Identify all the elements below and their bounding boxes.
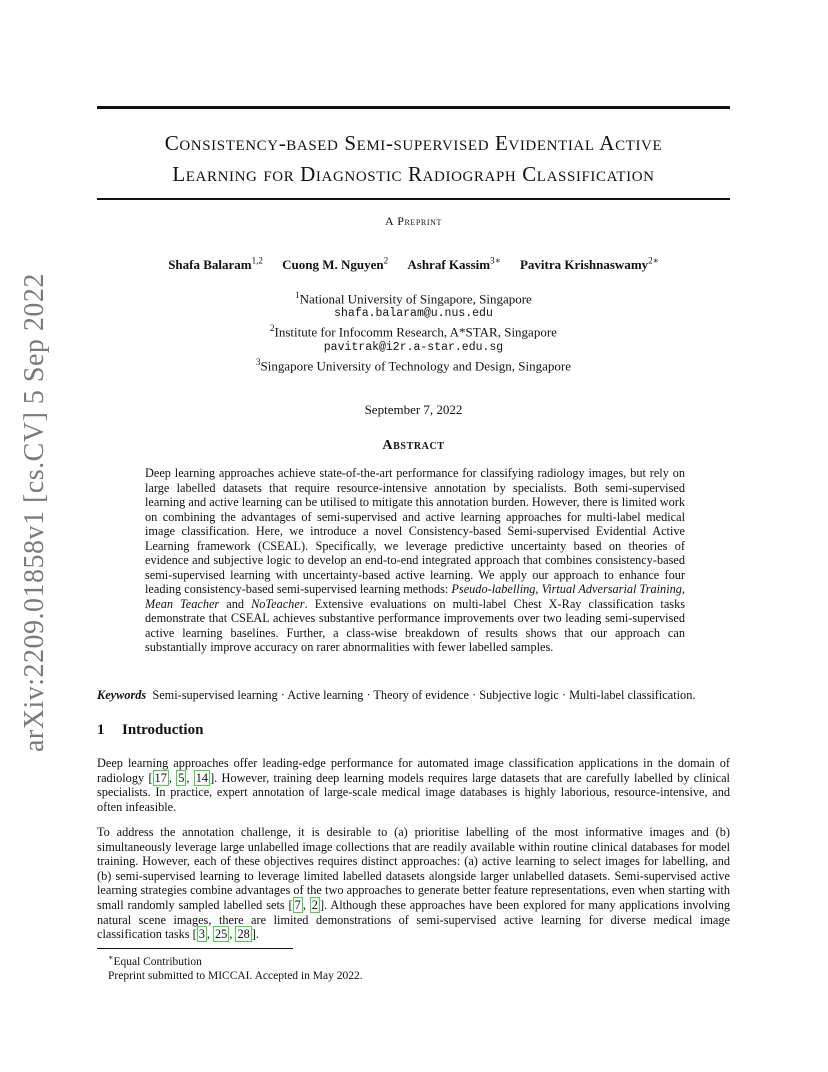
author-list: [97, 256, 730, 273]
keywords: [97, 688, 737, 703]
author: Pavitra Krishnaswamy$^{2∗}$: [519, 256, 659, 273]
affiliation-1: $^1$National University of Singapore, Singapore: [295, 290, 532, 307]
citation-link[interactable]: 7: [294, 897, 301, 912]
citation-link[interactable]: 2: [311, 897, 318, 912]
section-heading-introduction: 1 Introduction: [97, 722, 204, 738]
citation-link[interactable]: 14: [195, 770, 209, 785]
author: Shafa Balaram$^{1,2}$: [168, 256, 263, 273]
title-top-rule: [97, 106, 730, 109]
affiliation-2: $^2$Institute for Infocomm Research, A*STAR, Singapore: [270, 323, 557, 340]
footnote-rule: [97, 948, 293, 949]
footnote-equal-contribution: ∗Equal Contribution: [108, 953, 202, 968]
author: Ashraf Kassim$^{3∗}$: [407, 256, 501, 273]
email-2[interactable]: pavitrak@i2r.a-star.edu.sg: [323, 340, 504, 354]
keywords-text: Semi-supervised learning · Active learning · Theory of evidence · Subjective logic · Multi-label classification.: [152, 688, 696, 702]
paper-title: [97, 128, 730, 190]
preprint-label: A Preprint: [384, 214, 442, 228]
abstract-body: Deep learning approaches achieve state-of-the-art performance for classifying radiology images, but rely on large labelled datasets that require resource-intensive annotation by specialists. Both semi-supervised learning and active learning can be utilised to mitigate this annotation burden. However, there is limited work on combining the advantages of semi-supervised and active learning approaches for multi-label medical image classification. Here, we introduce a novel Consistency-based Semi-supervised Evidential Active Learning framework (CSEAL). Specifically, we leverage predictive uncertainty based on theories of evidence and subjective logic to develop an end-to-end integrated approach that combines consistency-based semi-supervised learning with uncertainty-based active learning. We apply our approach to enhance four leading consistency-based semi-supervised learning methods: Pseudo-labelling, Virtual Adversarial Training, Mean Teacher and NoTeacher. Extensive evaluations on multi-label Chest X-Ray classification tasks demonstrate that CSEAL achieves substantive performance improvements over two leading semi-supervised active learning baselines. Further, a class-wise breakdown of results shows that our approach can substantially improve accuracy on rarer abnormalities with fewer labelled samples.: [145, 466, 685, 654]
title-line-1: Consistency-based Semi-supervised Evidential Active: [164, 131, 663, 155]
title-bottom-rule: [97, 198, 730, 200]
abstract-heading: Abstract: [382, 438, 445, 453]
keywords-label: Keywords: [97, 688, 147, 702]
arxiv-side-stamp: arXiv:2209.01858v1 [cs.CV] 5 Sep 2022: [19, 273, 50, 752]
citation-link[interactable]: 25: [215, 927, 228, 942]
citation-link[interactable]: 28: [237, 927, 250, 942]
intro-paragraph-1: Deep learning approaches offer leading-edge performance for automated image classification applications in the domain of radiology [ 17 , 5 , 14 ]. However, training deep learning models requires large datasets that are carefully labelled by clinical specialists. In practice, expert annotation of large-scale medical image databases is highly laborious, resource-intensive, and often infeasible.: [97, 756, 730, 814]
title-line-2: Learning for Diagnostic Radiograph Classification: [172, 162, 655, 186]
citation-link[interactable]: 3: [198, 927, 205, 942]
affiliations: [97, 288, 730, 373]
citation-link[interactable]: 17: [154, 770, 167, 785]
paper-date: September 7, 2022: [364, 402, 463, 417]
affiliation-3: $^3$Singapore University of Technology and Design, Singapore: [256, 356, 571, 373]
footnotes: [108, 951, 363, 983]
intro-paragraph-2: To address the annotation challenge, it is desirable to (a) prioritise labelling of the most informative images and (b) simultaneously leverage large unlabelled image collections that are readily available within routine clinical databases for model training. However, each of these objectives requires distinct approaches: (a) active learning to select images for labelling, and (b) semi-supervised learning to leverage limited labelled datasets alongside larger unlabelled datasets. Semi-supervised active learning strategies combine advantages of the two approaches to generate better feature representations, even when starting with small randomly sampled labelled sets [ 7 , 2 ]. Although these approaches have been explored for many applications involving natural scene images, there are limited demonstrations of semi-supervised active learning for diverse medical image classification tasks [ 3 , 25 , 28 ].: [97, 825, 730, 942]
footnote-submission: Preprint submitted to MICCAI. Accepted in May 2022.: [108, 969, 363, 982]
citation-link[interactable]: 5: [178, 770, 185, 785]
email-1[interactable]: shafa.balaram@u.nus.edu: [334, 307, 493, 321]
author: Cuong M. Nguyen$^2$: [282, 256, 389, 273]
